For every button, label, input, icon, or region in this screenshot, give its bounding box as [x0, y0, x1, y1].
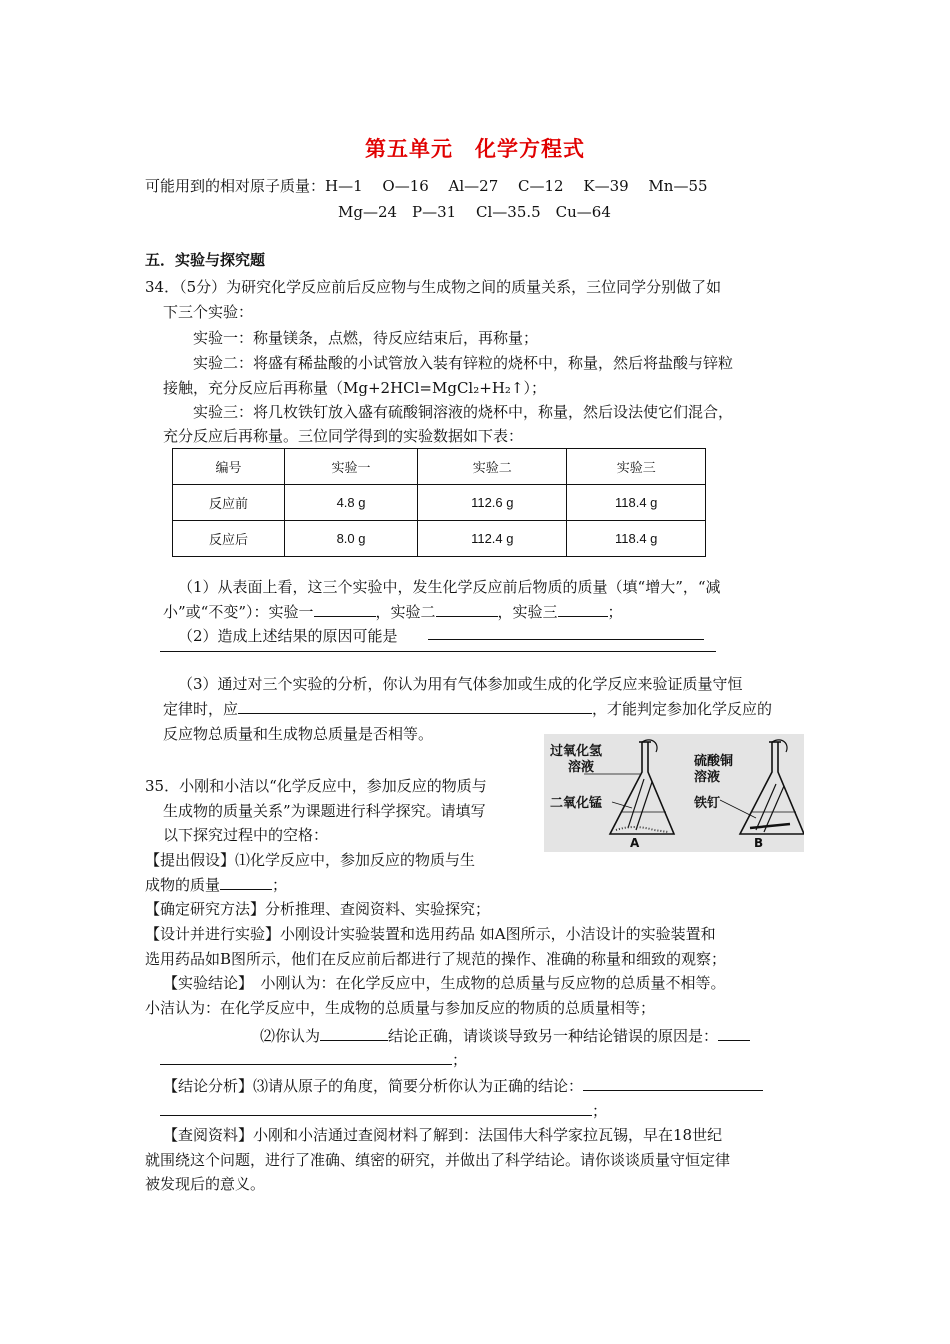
table-row	[173, 521, 706, 557]
table-cell: 112.4 g	[418, 521, 567, 557]
q34-part2: （2）造成上述结果的原因可能是	[178, 627, 398, 645]
experiment-figure	[544, 734, 804, 852]
q35-line-13-text: 【结论分析】⑶请从原子的角度，简要分析你认为正确的结论：	[163, 1077, 584, 1095]
label-solution-b: 溶液	[694, 770, 721, 785]
q34-part3-b-text: ，才能判定参加化学反应的	[592, 700, 773, 718]
label-figure-a: A	[630, 836, 640, 850]
table-header-cell: 实验三	[567, 449, 706, 485]
q35-line-7: 【设计并进行实验】小刚设计实验装置和选用药品 如A图所示，小洁设计的实验装置和	[145, 925, 716, 943]
answer-blank-correct-conclusion[interactable]	[320, 1026, 388, 1041]
q35-line-15: 【查阅资料】小刚和小洁通过查阅材料了解到：法国伟大科学家拉瓦锡，早在18世纪	[163, 1126, 723, 1144]
q34-part3-a: （3）通过对三个实验的分析，你认为用有气体参加或生成的化学反应来验证质量守恒	[178, 675, 743, 693]
answer-blank-atomic-analysis[interactable]	[583, 1076, 763, 1091]
q34-part1-b-text: ；	[607, 603, 623, 621]
q35-line-1: 35．小刚和小洁以“化学反应中，参加反应的物质与	[145, 777, 487, 795]
data-table	[172, 448, 706, 557]
table-cell: 118.4 g	[567, 485, 706, 521]
q35-line-12	[160, 1049, 467, 1070]
q34-exp3-a: 实验三：将几枚铁钉放入盛有硫酸铜溶液的烧杯中，称量，然后设法使它们混合，	[193, 403, 734, 421]
table-cell: 反应后	[173, 521, 285, 557]
q34-exp1: 实验一：称量镁条，点燃，待反应结束后，再称量；	[193, 329, 539, 347]
q35-line-11	[260, 1025, 750, 1046]
table-header-cell: 实验二	[418, 449, 567, 485]
q34-intro-2: 下三个实验：	[163, 303, 254, 321]
q35-line-16: 就围绕这个问题，进行了准确、缜密的研究，并做出了科学结论。请你谈谈质量守恒定律	[145, 1151, 731, 1169]
label-figure-b: B	[754, 836, 764, 850]
label-hydrogen-peroxide: 过氧化氢	[550, 744, 603, 759]
label-manganese-dioxide: 二氧化锰	[550, 796, 603, 811]
q35-line-2: 生成物的质量关系”为课题进行科学探究。请填写	[163, 802, 486, 820]
q35-line-3: 以下探究过程中的空格：	[163, 826, 329, 844]
q35-line-8: 选用药品如B图所示，他们在反应前后都进行了规范的操作、准确的称量和细致的观察；	[145, 950, 727, 968]
answer-blank-error-reason[interactable]	[718, 1026, 750, 1041]
q35-line-17: 被发现后的意义。	[145, 1175, 266, 1193]
q34-part3-b	[163, 698, 772, 719]
q34-part3-c: 反应物总质量和生成物总质量是否相等。	[163, 725, 434, 743]
q35-line-11-text: ⑵你认为	[260, 1027, 321, 1045]
q34-part1-b	[163, 601, 623, 622]
q35-line-5-text: 成物的质量	[145, 876, 221, 894]
q34-exp3-b: 充分反应后再称量。三位同学得到的实验数据如下表：	[163, 427, 524, 445]
q35-line-14	[160, 1100, 607, 1121]
q35-line-14-text: ；	[592, 1102, 608, 1120]
q35-line-4: 【提出假设】⑴化学反应中，参加反应的物质与生	[145, 851, 476, 869]
label-copper-sulfate: 硫酸铜	[694, 754, 734, 769]
answer-blank-method[interactable]	[238, 699, 592, 714]
answer-line-cause[interactable]	[428, 639, 704, 640]
table-header-cell: 实验一	[284, 449, 417, 485]
label-iron-nail: 铁钉	[694, 796, 721, 811]
q34-part1-b-text: ，实验三	[497, 603, 558, 621]
label-solution-a: 溶液	[568, 760, 595, 775]
table-cell: 8.0 g	[284, 521, 417, 557]
atomic-mass-line-1: 可能用到的相对原子质量：H—1 O—16 Al—27 C—12 K—39 Mn—55	[145, 177, 708, 195]
table-header-cell: 编号	[173, 449, 285, 485]
q35-line-5-text: ；	[272, 876, 288, 894]
page-title: 第五单元 化学方程式	[365, 137, 585, 161]
answer-blank-exp2[interactable]	[436, 602, 498, 617]
table-header-row	[173, 449, 706, 485]
table-cell: 112.6 g	[418, 485, 567, 521]
q34-exp2-b: 接触，充分反应后再称量（Mg+2HCl=MgCl₂+H₂↑）；	[163, 379, 546, 397]
q35-line-9: 【实验结论】 小刚认为：在化学反应中，生成物的总质量与反应物的总质量不相等。	[163, 974, 726, 992]
answer-line-cause-2[interactable]	[160, 651, 716, 652]
q35-line-5	[145, 874, 287, 895]
q34-intro-1: 34．（5分）为研究化学反应前后反应物与生成物之间的质量关系，三位同学分别做了如	[145, 278, 722, 296]
table-cell: 4.8 g	[284, 485, 417, 521]
answer-blank-exp3[interactable]	[558, 602, 608, 617]
q35-line-10: 小洁认为：在化学反应中，生成物的总质量与参加反应的物质的总质量相等；	[145, 999, 656, 1017]
q34-part3-b-text: 定律时，应	[163, 700, 239, 718]
q34-exp2-a: 实验二：将盛有稀盐酸的小试管放入装有锌粒的烧杯中，称量，然后将盐酸与锌粒	[193, 354, 734, 372]
q34-part1-a: （1）从表面上看，这三个实验中，发生化学反应前后物质的质量（填“增大”，“减	[178, 578, 721, 596]
q34-part1-b-text: ，实验二	[375, 603, 436, 621]
section-heading: 五．实验与探究题	[145, 251, 266, 269]
answer-blank-atomic-analysis-2[interactable]	[160, 1101, 592, 1116]
answer-blank-hypothesis[interactable]	[220, 875, 272, 890]
q35-line-6: 【确定研究方法】分析推理、查阅资料、实验探究；	[145, 900, 491, 918]
answer-blank-exp1[interactable]	[314, 602, 376, 617]
atomic-mass-line-2: Mg—24 P—31 Cl—35.5 Cu—64	[338, 203, 611, 221]
answer-blank-error-reason-2[interactable]	[160, 1050, 452, 1065]
q35-line-13	[163, 1075, 763, 1096]
q35-line-12-text: ；	[452, 1051, 468, 1069]
table-cell: 反应前	[173, 485, 285, 521]
q35-line-11-text: 结论正确，请谈谈导致另一种结论错误的原因是：	[388, 1027, 719, 1045]
table-cell: 118.4 g	[567, 521, 706, 557]
table-row	[173, 485, 706, 521]
q34-part1-b-text: 小”或“不变”）：实验一	[163, 603, 314, 621]
